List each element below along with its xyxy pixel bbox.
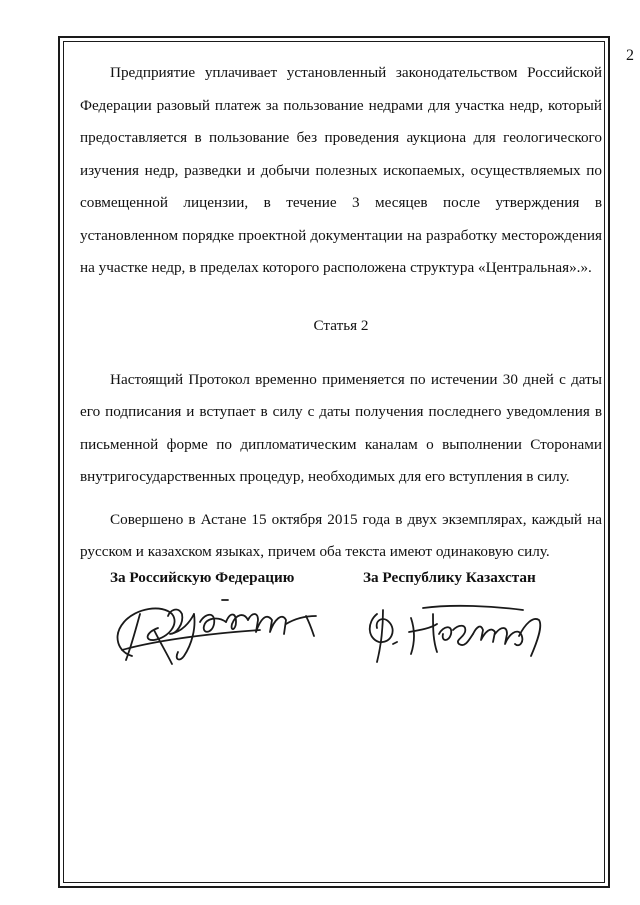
paragraph-done-at: Совершено в Астане 15 октября 2015 года в двух экземплярах, каждый на русском и казахском языках, причем оба текста имеют одинаковую силу.	[80, 510, 602, 560]
signature-block-kazakhstan	[363, 568, 593, 669]
article-heading: Статья 2	[313, 316, 369, 334]
signatory-title-russia: За Российскую Федерацию	[110, 569, 295, 586]
signatory-title-kazakhstan: За Республику Казахстан	[363, 569, 536, 586]
handwritten-signature-russia	[110, 594, 340, 669]
signature-section	[80, 568, 602, 678]
page-number: 2	[626, 47, 634, 64]
handwritten-signature-kazakhstan	[363, 594, 563, 669]
signature-block-russia	[110, 568, 330, 669]
paragraph-entry-into-force: Настоящий Протокол временно применяется по истечении 30 дней с даты его подписания и вступает в силу с даты получения последнего уведомления в письменной форме по дипломатическим каналам о выполнении Сторонами внутригосударственных процедур, необходимых для его вступления в силу.	[80, 370, 602, 485]
paragraph-payment: Предприятие уплачивает установленный законодательством Российской Федерации разовый платеж за пользование недрами для участка недр, который предоставляется в пользование без проведения аукциона для геологического изучения недр, разведки и добычи полезных ископаемых, осуществляемых по совмещенной лицензии, в течение 3 месяцев после утверждения в установленном порядке проектной документации на разработку месторождения на участке недр, в пределах которого расположена структура «Центральная».».	[80, 64, 602, 276]
document-body	[80, 57, 602, 569]
